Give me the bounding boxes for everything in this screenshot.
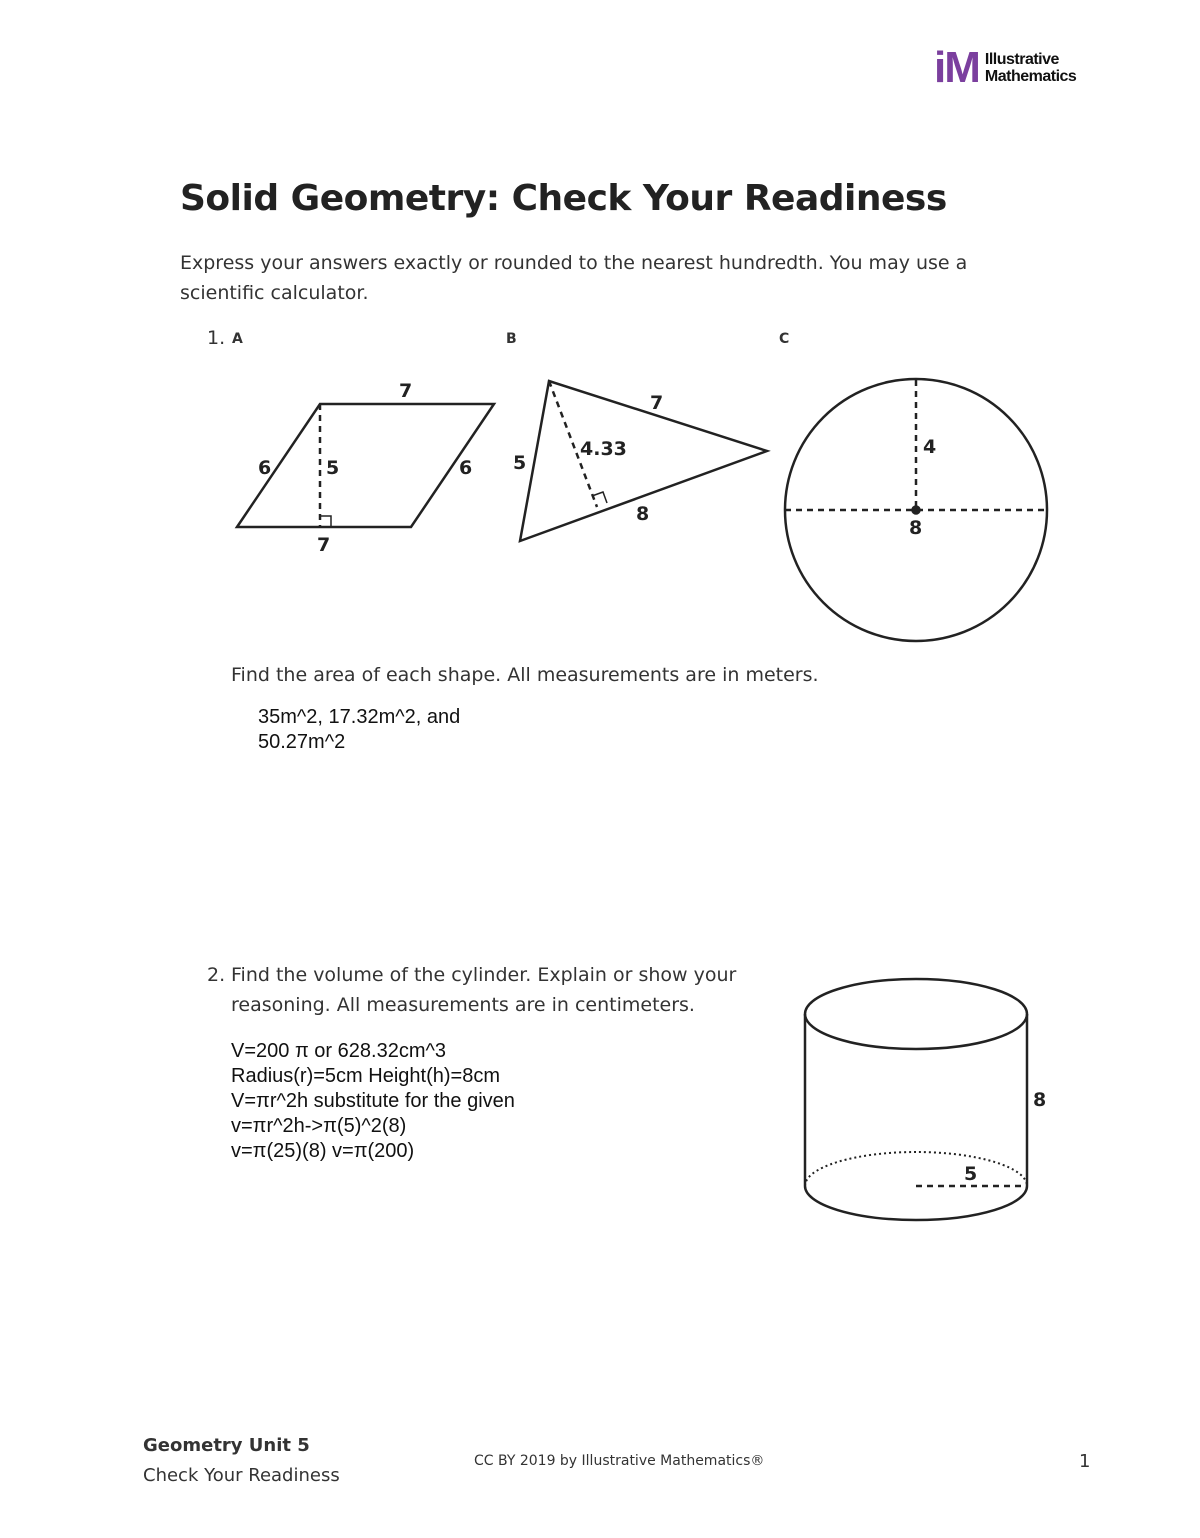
answer-line: Radius(r)=5cm Height(h)=8cm [231,1065,500,1087]
logo-line2: Mathematics [984,68,1077,85]
question-1-prompt: Find the area of each shape. All measurements are in meters. [231,664,819,686]
answer-line: 50.27m^2 [258,731,346,753]
answer-line: 35m^2, 17.32m^2, and [258,706,461,728]
question-1-number: 1. [207,327,226,349]
parallelogram-height-label: 5 [326,457,340,479]
triangle-left-label: 5 [513,452,527,474]
parallelogram-left-label: 6 [258,457,272,479]
answer-line: V=πr^2h substitute for the given [231,1090,515,1112]
question-2-prompt: Find the volume of the cylinder. Explain or show your reasoning. All measurements are in centimeters. [231,964,737,1016]
shape-b-label: B [506,331,517,347]
answer-line: v=πr^2h->π(5)^2(8) [231,1115,407,1137]
question-2-number: 2. [207,964,226,986]
logo-line1: Illustrative [984,51,1059,68]
circle-diameter-label: 8 [909,517,923,539]
cylinder-radius-label: 5 [964,1163,978,1185]
parallelogram-bottom-label: 7 [317,534,331,556]
logo-mark: iM [934,43,979,92]
footer-course: Geometry Unit 5 [143,1435,310,1456]
shape-c-label: C [779,331,790,347]
parallelogram-right-label: 6 [459,457,473,479]
answer-line: v=π(25)(8) v=π(200) [231,1140,415,1162]
footer-license: CC BY 2019 by Illustrative Mathematics® [474,1453,765,1469]
parallelogram-top-label: 7 [399,380,413,402]
cylinder-figure [805,979,1027,1220]
question-2-answer [231,1039,515,1164]
circle-figure [785,379,1047,641]
page-number: 1 [1079,1451,1091,1472]
instructions: Express your answers exactly or rounded to the nearest hundredth. You may use a scientific calculator. [180,252,968,304]
answer-line: V=200 π or 628.32cm^3 [231,1040,446,1062]
page-title: Solid Geometry: Check Your Readiness [180,178,947,219]
question-1-answer [258,705,460,755]
footer-doc-title: Check Your Readiness [143,1465,340,1486]
cylinder-height-label: 8 [1033,1089,1047,1111]
triangle-height-label: 4.33 [580,438,627,460]
shape-a-label: A [232,331,243,347]
triangle-top-label: 7 [650,392,664,414]
triangle-bottom-label: 8 [636,503,650,525]
circle-radius-label: 4 [923,436,937,458]
parallelogram-figure [237,404,494,527]
